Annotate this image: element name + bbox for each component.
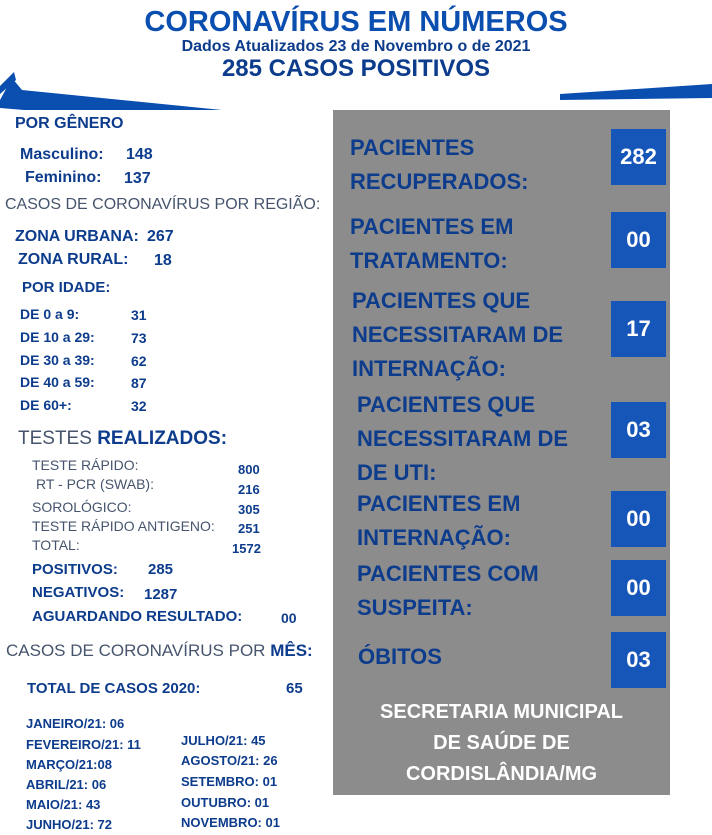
awaiting-value: 00 [281, 610, 297, 626]
secretariat-footer [333, 697, 670, 790]
age-row-value: 73 [131, 330, 147, 346]
male-value: 148 [126, 146, 153, 163]
suspected-value-box: 00 [611, 560, 666, 616]
age-row-label: DE 60+: [20, 397, 72, 413]
update-date: Dados Atualizados 23 de Novembro o de 2021 [181, 38, 531, 55]
icu-needed-label: PACIENTES QUE NECESSITARAM DE DE UTI: [357, 392, 569, 485]
footer-line: SECRETARIA MUNICIPAL [380, 701, 623, 723]
total-2020-label: TOTAL DE CASOS 2020: [27, 680, 201, 697]
age-row-label: DE 30 a 39: [20, 352, 95, 368]
suspected-label: PACIENTES COM SUSPEITA: [357, 561, 539, 620]
negatives-value: 1287 [144, 586, 178, 603]
gender-heading: POR GÊNERO [15, 115, 124, 132]
month-entry: NOVEMBRO: 01 [181, 815, 280, 830]
age-row-label: DE 10 a 29: [20, 329, 95, 345]
hospitalized-label: PACIENTES EM INTERNAÇÃO: [357, 491, 521, 550]
positives-headline: 285 CASOS POSITIVOS [221, 55, 491, 82]
negatives-label: NEGATIVOS: [32, 584, 125, 601]
month-entry: MARÇO/21:08 [26, 757, 112, 772]
tests-heading-bold: REALIZADOS: [97, 428, 228, 449]
rural-zone-label: ZONA RURAL: [18, 251, 129, 268]
test-row-label: TOTAL: [32, 537, 80, 553]
positives-value: 285 [148, 561, 174, 578]
monthly-heading [6, 641, 313, 661]
month-entry: SETEMBRO: 01 [181, 774, 278, 789]
tests-heading-thin: TESTES [18, 428, 92, 449]
in-treatment-label: PACIENTES EM TRATAMENTO: [350, 214, 514, 273]
rural-zone-value: 18 [154, 252, 172, 269]
month-entry: JUNHO/21: 72 [26, 817, 112, 832]
deaths-value-box: 03 [611, 632, 666, 688]
recovered-label: PACIENTES RECUPERADOS: [350, 135, 529, 194]
age-row-value: 87 [131, 375, 147, 391]
hospitalized-value-box: 00 [611, 491, 666, 547]
region-heading: CASOS DE CORONAVÍRUS POR REGIÃO: [5, 196, 321, 213]
page-title: CORONAVÍRUS EM NÚMEROS [144, 6, 568, 38]
age-heading: POR IDADE: [22, 279, 111, 296]
monthly-heading-bold: MÊS [270, 641, 308, 660]
test-row-value: 251 [238, 521, 260, 536]
hospitalized-needed-label: PACIENTES QUE NECESSITARAM DE INTERNAÇÃO: [352, 288, 564, 381]
in-treatment-value-box: 00 [611, 212, 666, 268]
test-row-label: SOROLÓGICO: [32, 499, 132, 515]
female-label: Feminino: [25, 169, 102, 186]
test-row-value: 1572 [232, 541, 261, 556]
test-row-value: 800 [238, 462, 260, 477]
month-entry: FEVEREIRO/21: 11 [26, 737, 141, 752]
recovered-value-box: 282 [611, 129, 666, 185]
test-row-label: TESTE RÁPIDO: [32, 457, 139, 473]
male-label: Masculino: [20, 146, 104, 163]
test-row-value: 305 [238, 502, 260, 517]
footer-line: CORDISLÂNDIA/MG [405, 763, 598, 785]
age-row-value: 62 [131, 353, 147, 369]
icu-needed-value-box: 03 [611, 402, 666, 458]
urban-zone-label: ZONA URBANA: [15, 228, 139, 245]
test-row-value: 216 [238, 482, 260, 497]
header-swoosh-decoration [0, 68, 712, 110]
deaths-label: ÓBITOS [358, 644, 442, 669]
month-entry: ABRIL/21: 06 [26, 777, 107, 792]
month-entry: JANEIRO/21: 06 [26, 716, 125, 731]
age-row-label: DE 0 a 9: [20, 306, 80, 322]
month-entry: MAIO/21: 43 [26, 797, 101, 812]
age-row-label: DE 40 a 59: [20, 374, 95, 390]
tests-heading [18, 428, 227, 450]
monthly-heading-thin: CASOS DE CORONAVÍRUS POR [6, 641, 266, 660]
female-value: 137 [124, 170, 151, 187]
month-entry: AGOSTO/21: 26 [181, 753, 278, 768]
urban-zone-value: 267 [147, 228, 174, 245]
test-row-label: TESTE RÁPIDO ANTIGENO: [32, 518, 215, 534]
month-entry: OUTUBRO: 01 [181, 795, 270, 810]
hospitalized-needed-value-box: 17 [611, 301, 666, 357]
age-row-value: 32 [131, 398, 147, 414]
total-2020-value: 65 [286, 680, 303, 697]
monthly-heading-colon: : [307, 641, 313, 660]
age-row-value: 31 [131, 307, 147, 323]
test-row-label: RT - PCR (SWAB): [36, 476, 154, 492]
footer-line: DE SAÚDE DE [433, 732, 570, 754]
positives-label: POSITIVOS: [32, 561, 118, 578]
awaiting-label: AGUARDANDO RESULTADO: [32, 608, 243, 625]
month-entry: JULHO/21: 45 [181, 733, 266, 748]
